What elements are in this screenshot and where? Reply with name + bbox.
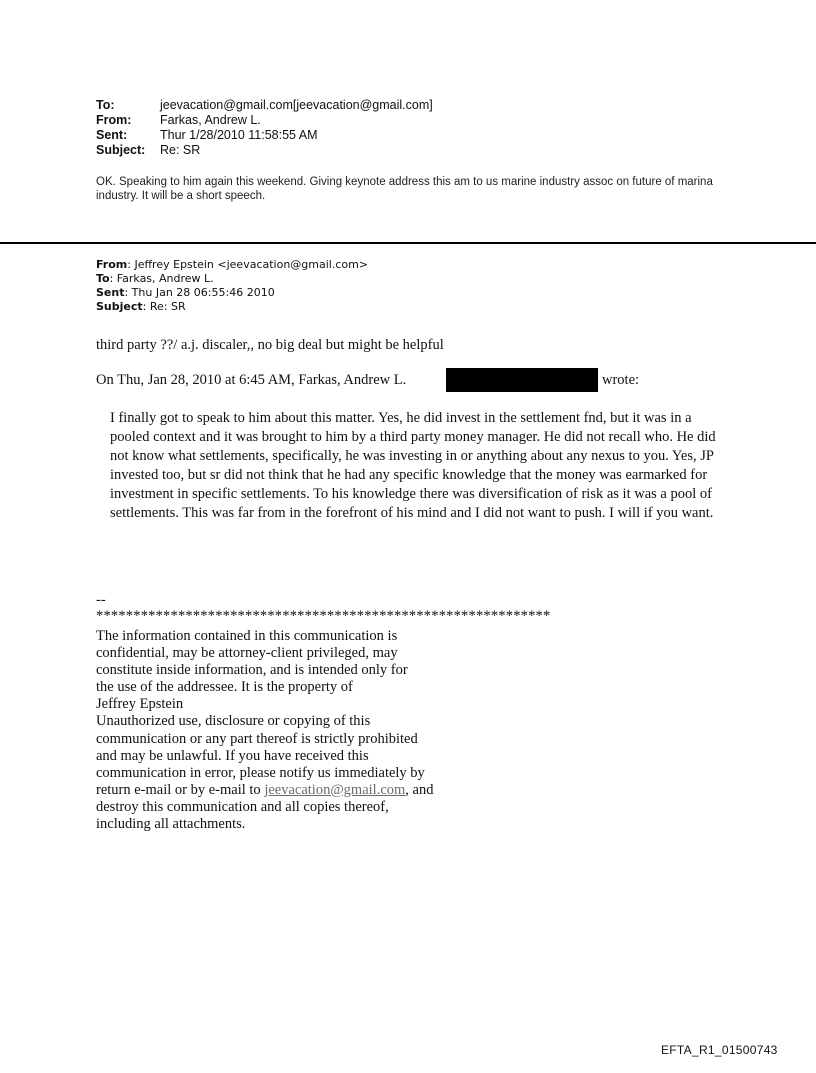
from-value: Farkas, Andrew L. <box>160 113 261 127</box>
fwd-sent-label: Sent <box>96 286 125 299</box>
subject-value: Re: SR <box>160 143 201 157</box>
sent-row <box>96 128 433 143</box>
to-label: To: <box>96 98 115 112</box>
subject-label: Subject: <box>96 143 146 157</box>
quote-intro-suffix: wrote: <box>602 372 640 388</box>
redaction-box <box>446 368 598 392</box>
from-label: From: <box>96 113 132 127</box>
notice-line: Unauthorized use, disclosure or copying of this <box>96 713 371 730</box>
fwd-from-row <box>96 258 368 272</box>
fwd-to-label: To <box>96 272 110 285</box>
fwd-from-value: : Jeffrey Epstein <jeevacation@gmail.com> <box>127 258 369 271</box>
to-row <box>96 98 433 113</box>
fwd-subject-label: Subject <box>96 300 143 313</box>
fwd-sent-row <box>96 286 368 300</box>
signature-dashes: -- <box>96 592 106 608</box>
email-header <box>96 98 433 158</box>
notice-line: the use of the addressee. It is the property of <box>96 679 353 696</box>
return-prefix: return e-mail or by e-mail to <box>96 781 265 798</box>
forwarded-header <box>96 258 368 314</box>
message-body: OK. Speaking to him again this weekend. Giving keynote address this am to us marine industry assoc on future of marina industry. It will be a short speech. <box>96 176 713 202</box>
notice-line: including all attachments. <box>96 816 246 833</box>
return-suffix: , and <box>405 781 434 798</box>
fwd-to-row <box>96 272 368 286</box>
sent-value: Thur 1/28/2010 11:58:55 AM <box>160 128 318 142</box>
notice-line: confidential, may be attorney-client privileged, may <box>96 645 398 662</box>
from-row <box>96 113 433 128</box>
document-id: EFTA_R1_01500743 <box>661 1043 778 1057</box>
notice-line: destroy this communication and all copies thereof, <box>96 798 389 815</box>
to-value: jeevacation@gmail.com[jeevacation@gmail.com] <box>160 98 433 112</box>
quote-intro: On Thu, Jan 28, 2010 at 6:45 AM, Farkas, Andrew L. <box>96 372 407 388</box>
sent-label: Sent: <box>96 128 128 142</box>
reply-text: third party ??/ a.j. discaler,, no big deal but might be helpful <box>96 337 444 353</box>
confidentiality-notice <box>96 628 496 833</box>
notice-line <box>96 782 496 799</box>
divider <box>0 242 816 244</box>
notice-line: The information contained in this communication is <box>96 628 398 644</box>
notice-line: communication or any part thereof is strictly prohibited <box>96 730 418 747</box>
email-link[interactable]: jeevacation@gmail.com <box>264 781 406 798</box>
signature-stars: ************************************************************* <box>96 608 551 624</box>
notice-line: communication in error, please notify us immediately by <box>96 764 425 781</box>
fwd-to-value: : Farkas, Andrew L. <box>109 272 214 285</box>
fwd-from-label: From <box>96 258 128 271</box>
fwd-subject-value: : Re: SR <box>142 300 186 313</box>
quoted-message: I finally got to speak to him about this matter. Yes, he did invest in the settlement fnd, but it was in a pooled context and it was brought to him by a third party money manager. He did not recall who. He did not know what settlements, specifically, he was investing in or anything about any nexus to you. Yes, JP invested too, but sr did not think that he had any specific knowledge that the money was earmarked for investment in specific settlements. To his knowledge there was diversification of risk as it was a pool of settlements. This was far from in the forefront of his mind and I did not want to push. I will if you want. <box>110 410 716 521</box>
subject-row <box>96 143 433 158</box>
notice-line: and may be unlawful. If you have received this <box>96 747 369 764</box>
notice-line: constitute inside information, and is intended only for <box>96 662 408 679</box>
notice-line: Jeffrey Epstein <box>96 696 184 713</box>
fwd-sent-value: : Thu Jan 28 06:55:46 2010 <box>124 286 275 299</box>
fwd-subject-row <box>96 300 368 314</box>
